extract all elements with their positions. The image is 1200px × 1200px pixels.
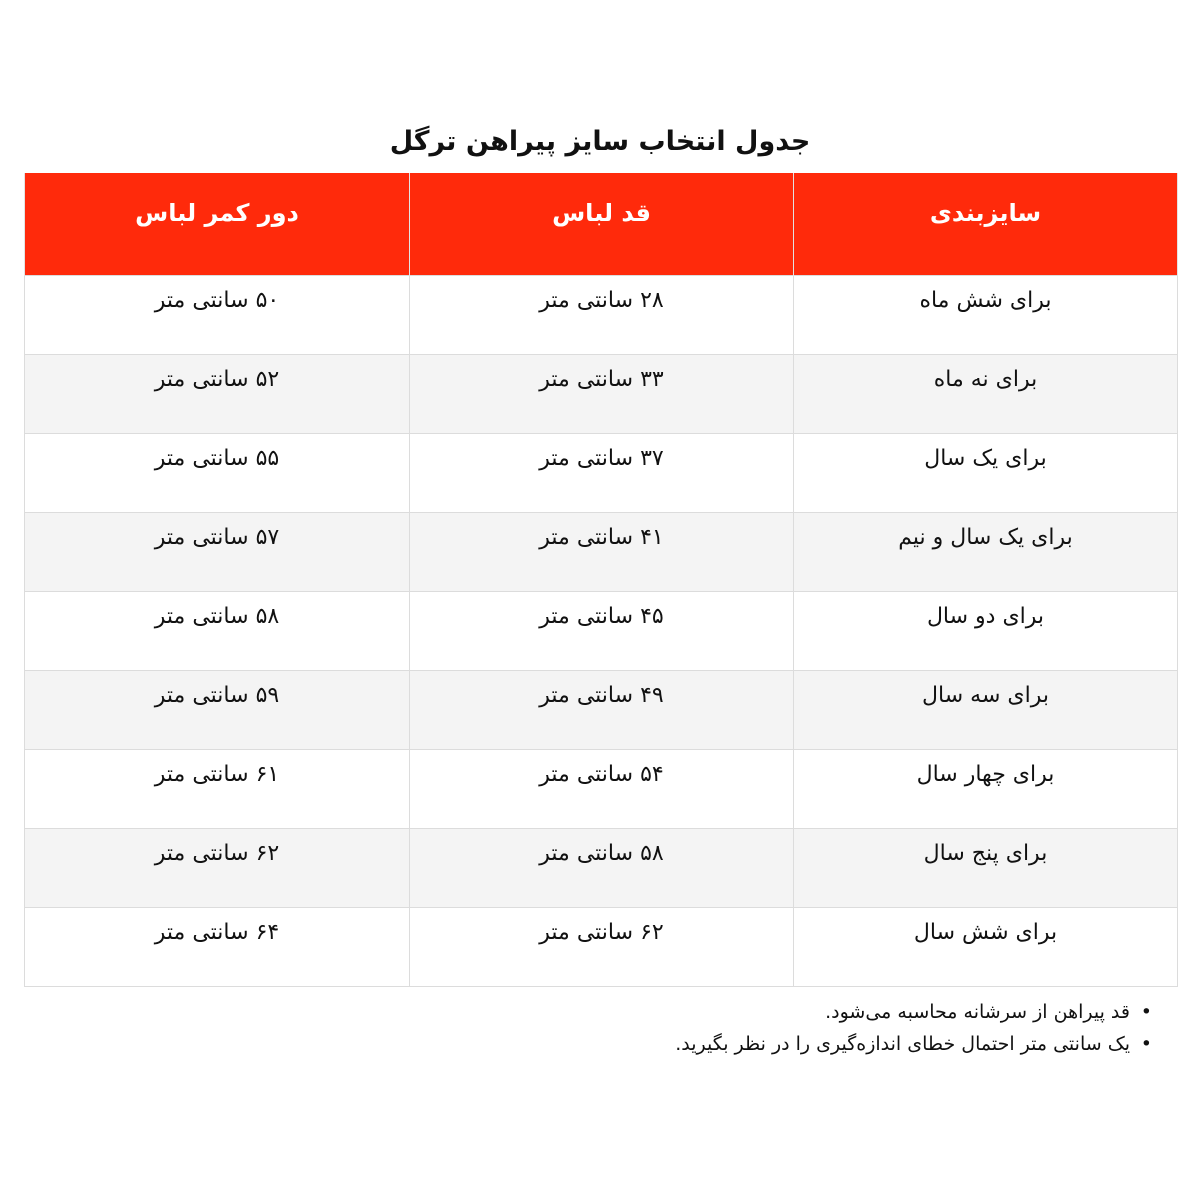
table-row — [25, 276, 1178, 355]
cell-waist: ۵۰ سانتی متر — [25, 276, 410, 355]
table-row — [25, 829, 1178, 908]
cell-length: ۵۸ سانتی متر — [410, 829, 794, 908]
cell-waist: ۶۲ سانتی متر — [25, 829, 410, 908]
cell-waist: ۵۸ سانتی متر — [25, 592, 410, 671]
cell-waist: ۶۱ سانتی متر — [25, 750, 410, 829]
table-row — [25, 513, 1178, 592]
cell-length: ۴۵ سانتی متر — [410, 592, 794, 671]
bullet-icon: • — [1140, 1033, 1152, 1055]
cell-size: برای نه ماه — [794, 355, 1178, 434]
cell-size: برای شش سال — [794, 908, 1178, 987]
cell-size: برای دو سال — [794, 592, 1178, 671]
cell-size: برای یک سال — [794, 434, 1178, 513]
cell-waist: ۵۵ سانتی متر — [25, 434, 410, 513]
page-title: جدول انتخاب سایز پیراهن ترگل — [389, 126, 811, 157]
cell-waist: ۵۹ سانتی متر — [25, 671, 410, 750]
note-item — [675, 996, 1152, 1028]
bullet-icon: • — [1140, 1001, 1152, 1023]
table-row — [25, 355, 1178, 434]
header-length: قد لباس — [410, 173, 794, 276]
cell-size: برای پنج سال — [794, 829, 1178, 908]
cell-length: ۶۲ سانتی متر — [410, 908, 794, 987]
table-row — [25, 908, 1178, 987]
cell-length: ۳۳ سانتی متر — [410, 355, 794, 434]
cell-waist: ۶۴ سانتی متر — [25, 908, 410, 987]
cell-waist: ۵۲ سانتی متر — [25, 355, 410, 434]
note-item — [675, 1028, 1152, 1060]
header-size: سایزبندی — [794, 173, 1178, 276]
table-row — [25, 592, 1178, 671]
notes-list — [675, 996, 1152, 1060]
cell-length: ۴۱ سانتی متر — [410, 513, 794, 592]
note-text: یک سانتی متر احتمال خطای اندازه‌گیری را در نظر بگیرید. — [675, 1033, 1130, 1055]
cell-length: ۲۸ سانتی متر — [410, 276, 794, 355]
cell-size: برای سه سال — [794, 671, 1178, 750]
cell-length: ۳۷ سانتی متر — [410, 434, 794, 513]
cell-size: برای شش ماه — [794, 276, 1178, 355]
table-header-row — [25, 173, 1178, 276]
cell-waist: ۵۷ سانتی متر — [25, 513, 410, 592]
cell-length: ۴۹ سانتی متر — [410, 671, 794, 750]
table-row — [25, 750, 1178, 829]
size-table — [24, 173, 1178, 987]
table-row — [25, 671, 1178, 750]
cell-size: برای یک سال و نیم — [794, 513, 1178, 592]
note-text: قد پیراهن از سرشانه محاسبه می‌شود. — [825, 1001, 1130, 1023]
cell-size: برای چهار سال — [794, 750, 1178, 829]
cell-length: ۵۴ سانتی متر — [410, 750, 794, 829]
header-waist: دور کمر لباس — [25, 173, 410, 276]
table-row — [25, 434, 1178, 513]
